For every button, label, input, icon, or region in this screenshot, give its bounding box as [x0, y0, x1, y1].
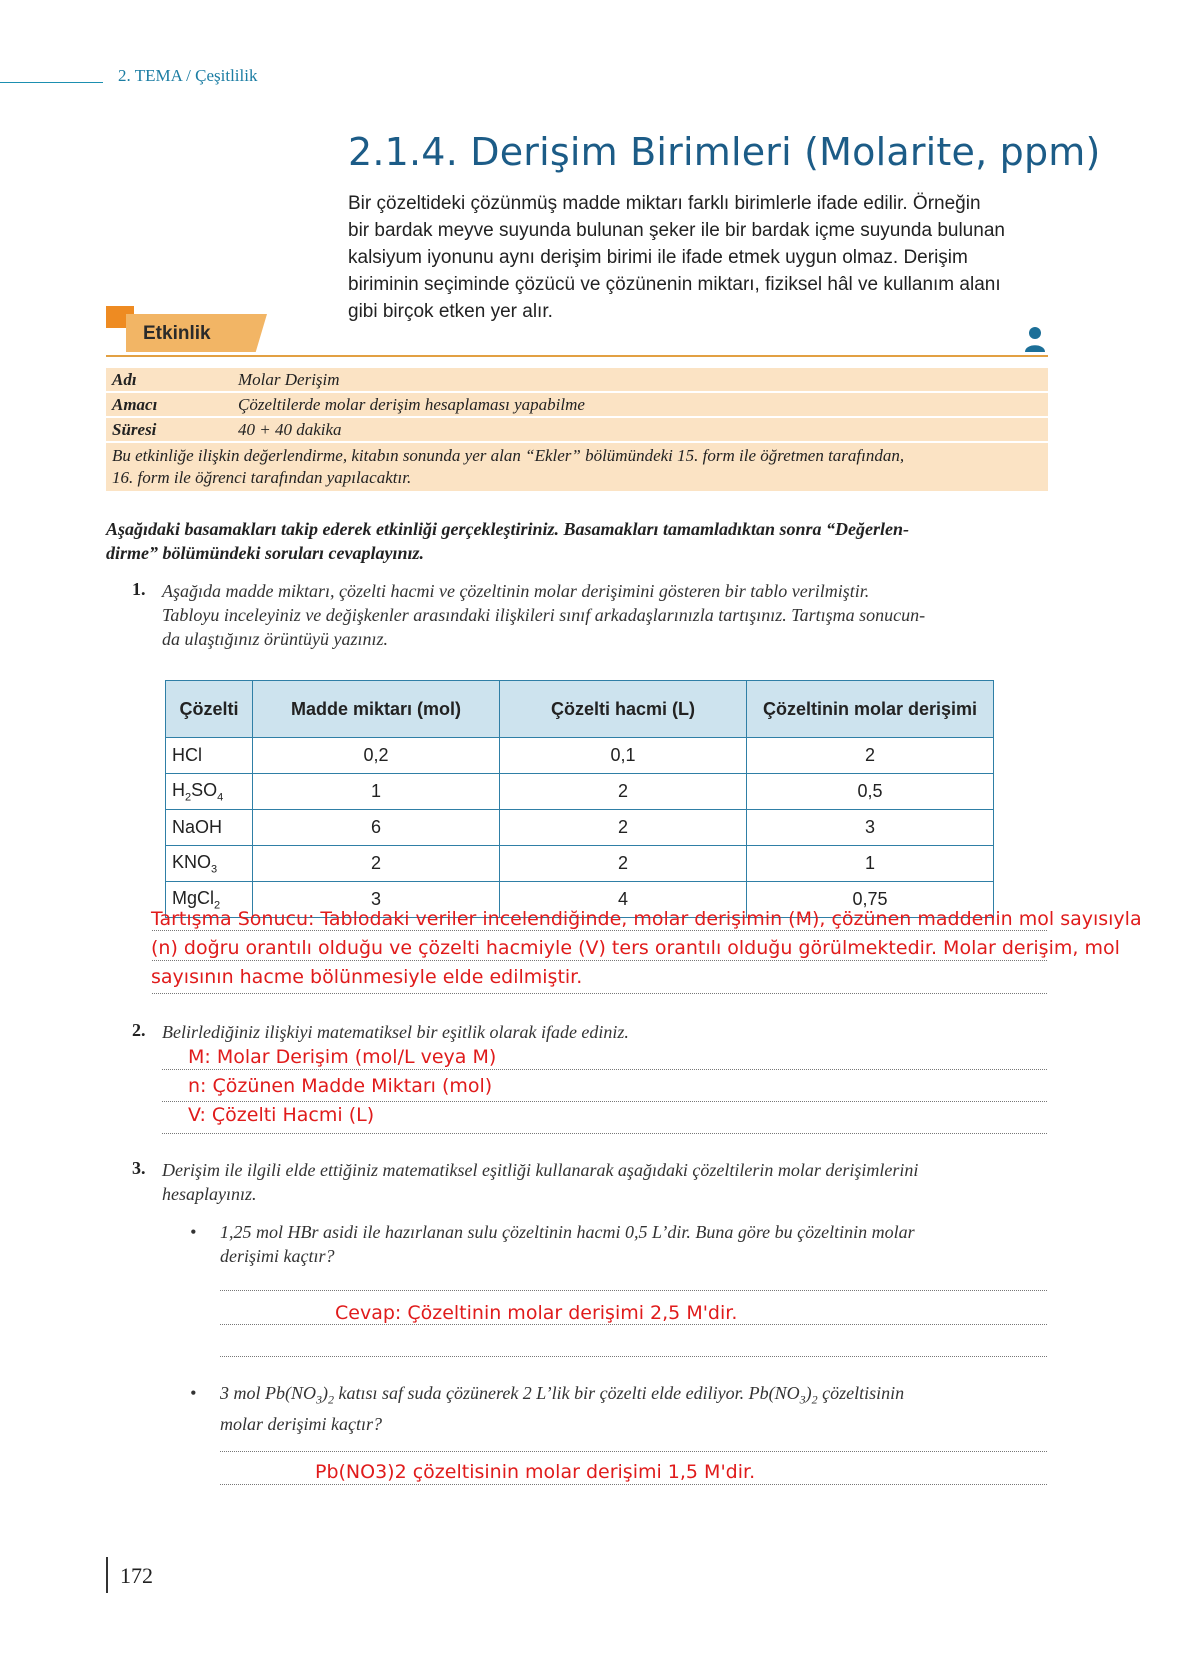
formula-part: KNO	[172, 851, 212, 872]
bullet: •	[190, 1222, 197, 1242]
table-row	[166, 846, 994, 882]
question-line: 1,25 mol HBr asidi ile hazırlanan sulu çözeltinin hacmi 0,5 L’dir. Buna göre bu çözeltinin molar	[220, 1222, 915, 1242]
table-cell: 1	[747, 846, 994, 882]
info-note-line: 16. form ile öğrenci tarafından yapılacaktır.	[112, 468, 412, 487]
question-line	[220, 1381, 1040, 1412]
question-line: Tabloyu inceleyiniz ve değişkenler arasındaki ilişkileri sınıf arkadaşlarınızla tartışınız. Tartışma sonucun-	[162, 605, 926, 625]
answer-line-dots	[162, 1133, 1047, 1134]
page-title: 2.1.4. Derişim Birimleri (Molarite, ppm)	[348, 130, 1101, 174]
intro-line: gibi birçok etken yer alır.	[348, 301, 553, 322]
answer-line: V: Çözelti Hacmi (L)	[188, 1104, 375, 1126]
question-line: derişimi kaçtır?	[220, 1246, 335, 1266]
table-row	[166, 738, 994, 774]
text-part: )	[805, 1383, 812, 1403]
table-header: Çözeltinin molar derişimi	[747, 681, 994, 738]
answer-3a: Cevap: Çözeltinin molar derişimi 2,5 M'dir.	[335, 1302, 738, 1324]
page-number-bar	[106, 1557, 108, 1593]
question-2-number: 2.	[132, 1020, 146, 1040]
question-3b-text	[220, 1381, 1040, 1436]
answer-line-dots	[220, 1451, 1047, 1452]
table-cell-solution	[166, 846, 253, 882]
table-cell: 2	[747, 738, 994, 774]
table-cell: 0,1	[500, 738, 747, 774]
intro-line: bir bardak meyve suyunda bulunan şeker ile bir bardak içme suyunda bulunan	[348, 220, 1005, 241]
answer-line-dots	[162, 1101, 1047, 1102]
question-1-number: 1.	[132, 579, 146, 599]
question-2-text: Belirlediğiniz ilişkiyi matematiksel bir eşitlik olarak ifade ediniz.	[162, 1022, 629, 1042]
info-key: Adı	[112, 370, 137, 389]
answer-line: sayısının hacme bölünmesiyle elde edilmiştir.	[151, 966, 583, 988]
activity-tab-label: Etkinlik	[143, 323, 211, 344]
answer-line-dots	[220, 1356, 1047, 1357]
instructions-line: dirme” bölümündeki soruları cevaplayınız.	[106, 543, 425, 563]
formula-part: H	[172, 779, 185, 800]
table-cell: 2	[253, 846, 500, 882]
info-note-line: Bu etkinliğe ilişkin değerlendirme, kitabın sonunda yer alan “Ekler” bölümündeki 15. form ile öğretmen tarafından,	[112, 446, 905, 465]
table-cell: 0,2	[253, 738, 500, 774]
table-header: Madde miktarı (mol)	[253, 681, 500, 738]
question-line: hesaplayınız.	[162, 1184, 257, 1204]
intro-line: biriminin seçiminde çözücü ve çözünenin miktarı, fiziksel hâl ve kullanım alanı	[348, 274, 1001, 295]
formula-subscript: 3	[211, 863, 218, 876]
question-line: da ulaştığınız örüntüyü yazınız.	[162, 629, 389, 649]
table-cell-solution	[166, 738, 253, 774]
info-row-name	[106, 368, 1048, 391]
formula-subscript: 4	[217, 791, 224, 804]
answer-1	[151, 905, 1181, 992]
formula-subscript: 2	[328, 1392, 334, 1407]
text-part: 3 mol Pb(NO	[220, 1383, 316, 1403]
question-line: molar derişimi kaçtır?	[220, 1413, 382, 1434]
formula-subscript: 2	[214, 899, 221, 912]
table-row	[166, 774, 994, 810]
breadcrumb: 2. TEMA / Çeşitlilik	[118, 66, 258, 85]
answer-line-dots	[220, 1324, 1047, 1325]
question-1-text	[162, 579, 1042, 651]
info-key: Süresi	[112, 420, 157, 439]
answer-2	[188, 1043, 496, 1130]
formula-subscript: 2	[811, 1392, 818, 1407]
data-table	[165, 680, 994, 918]
formula-subscript: 3	[316, 1392, 322, 1407]
info-row-purpose	[106, 393, 1048, 416]
table-cell: 1	[253, 774, 500, 810]
info-value: 40 + 40 dakika	[238, 420, 342, 439]
person-icon	[1024, 326, 1046, 352]
page-number: 172	[120, 1563, 153, 1588]
formula-subscript: 3	[799, 1392, 806, 1407]
info-value: Çözeltilerde molar derişim hesaplaması yapabilme	[238, 395, 585, 414]
formula-part: SO	[191, 779, 218, 800]
instructions-line: Aşağıdaki basamakları takip ederek etkinliği gerçekleştiriniz. Basamakları tamamladıktan sonra “Değerlen-	[106, 519, 910, 539]
text-part: çözeltisinin	[817, 1383, 905, 1403]
answer-line-dots	[162, 1069, 1047, 1070]
table-row	[166, 810, 994, 846]
formula-part: NaOH	[172, 817, 223, 837]
answer-line: n: Çözünen Madde Miktarı (mol)	[188, 1075, 493, 1097]
table-cell: 4	[500, 882, 747, 918]
answer-line-dots	[220, 1484, 1047, 1485]
formula-subscript: 2	[185, 791, 192, 804]
intro-paragraph	[348, 190, 1048, 325]
activity-info-box	[106, 368, 1048, 491]
table-cell: 0,5	[747, 774, 994, 810]
text-part: )	[322, 1383, 328, 1403]
activity-rule	[106, 355, 1048, 357]
info-value: Molar Derişim	[238, 370, 340, 389]
question-line: Aşağıda madde miktarı, çözelti hacmi ve çözeltinin molar derişimini gösteren bir tablo verilmiştir.	[162, 581, 870, 601]
info-note	[106, 443, 1048, 491]
table-cell: 0,75	[747, 882, 994, 918]
question-line: Derişim ile ilgili elde ettiğiniz matematiksel eşitliği kullanarak aşağıdaki çözeltilerin molar derişimlerini	[162, 1160, 919, 1180]
answer-line-dots	[152, 930, 1047, 931]
question-3-text	[162, 1158, 1042, 1206]
table-cell: 2	[500, 846, 747, 882]
question-3-number: 3.	[132, 1158, 146, 1178]
formula-part: MgCl	[172, 887, 215, 908]
answer-line: Tartışma Sonucu: Tablodaki veriler incelendiğinde, molar derişimin (M), çözünen maddenin mol sayısıyla	[151, 908, 1142, 930]
table-header-row	[166, 681, 994, 738]
table-cell: 6	[253, 810, 500, 846]
table-cell: 2	[500, 774, 747, 810]
intro-line: Bir çözeltideki çözünmüş madde miktarı farklı birimlerle ifade edilir. Örneğin	[348, 193, 981, 214]
info-key: Amacı	[112, 395, 158, 414]
bullet: •	[190, 1383, 197, 1403]
table-cell-solution	[166, 774, 253, 810]
text-part: katısı saf suda çözünerek 2 L’lik bir çözelti elde ediliyor. Pb(NO	[334, 1383, 800, 1403]
table-header: Çözelti hacmi (L)	[500, 681, 747, 738]
answer-line-dots	[152, 960, 1047, 961]
answer-line: (n) doğru orantılı olduğu ve çözelti hacmiyle (V) ters orantılı olduğu görülmektedir. Molar derişim, mol	[151, 937, 1120, 959]
table-cell: 2	[500, 810, 747, 846]
answer-3b: Pb(NO3)2 çözeltisinin molar derişimi 1,5 M'dir.	[315, 1461, 756, 1483]
table-cell-solution	[166, 810, 253, 846]
intro-line: kalsiyum iyonunu aynı derişim birimi ile ifade etmek uygun olmaz. Derişim	[348, 247, 968, 268]
info-row-duration	[106, 418, 1048, 441]
table-cell: 3	[747, 810, 994, 846]
answer-line-dots	[220, 1290, 1047, 1291]
table-cell: 3	[253, 882, 500, 918]
answer-line: M: Molar Derişim (mol/L veya M)	[188, 1046, 497, 1068]
header-rule	[0, 82, 103, 83]
formula-part: HCl	[172, 745, 202, 765]
answer-line-dots	[152, 993, 1047, 994]
instructions	[106, 517, 1046, 565]
question-3a-text	[220, 1220, 1040, 1268]
table-header: Çözelti	[166, 681, 253, 738]
